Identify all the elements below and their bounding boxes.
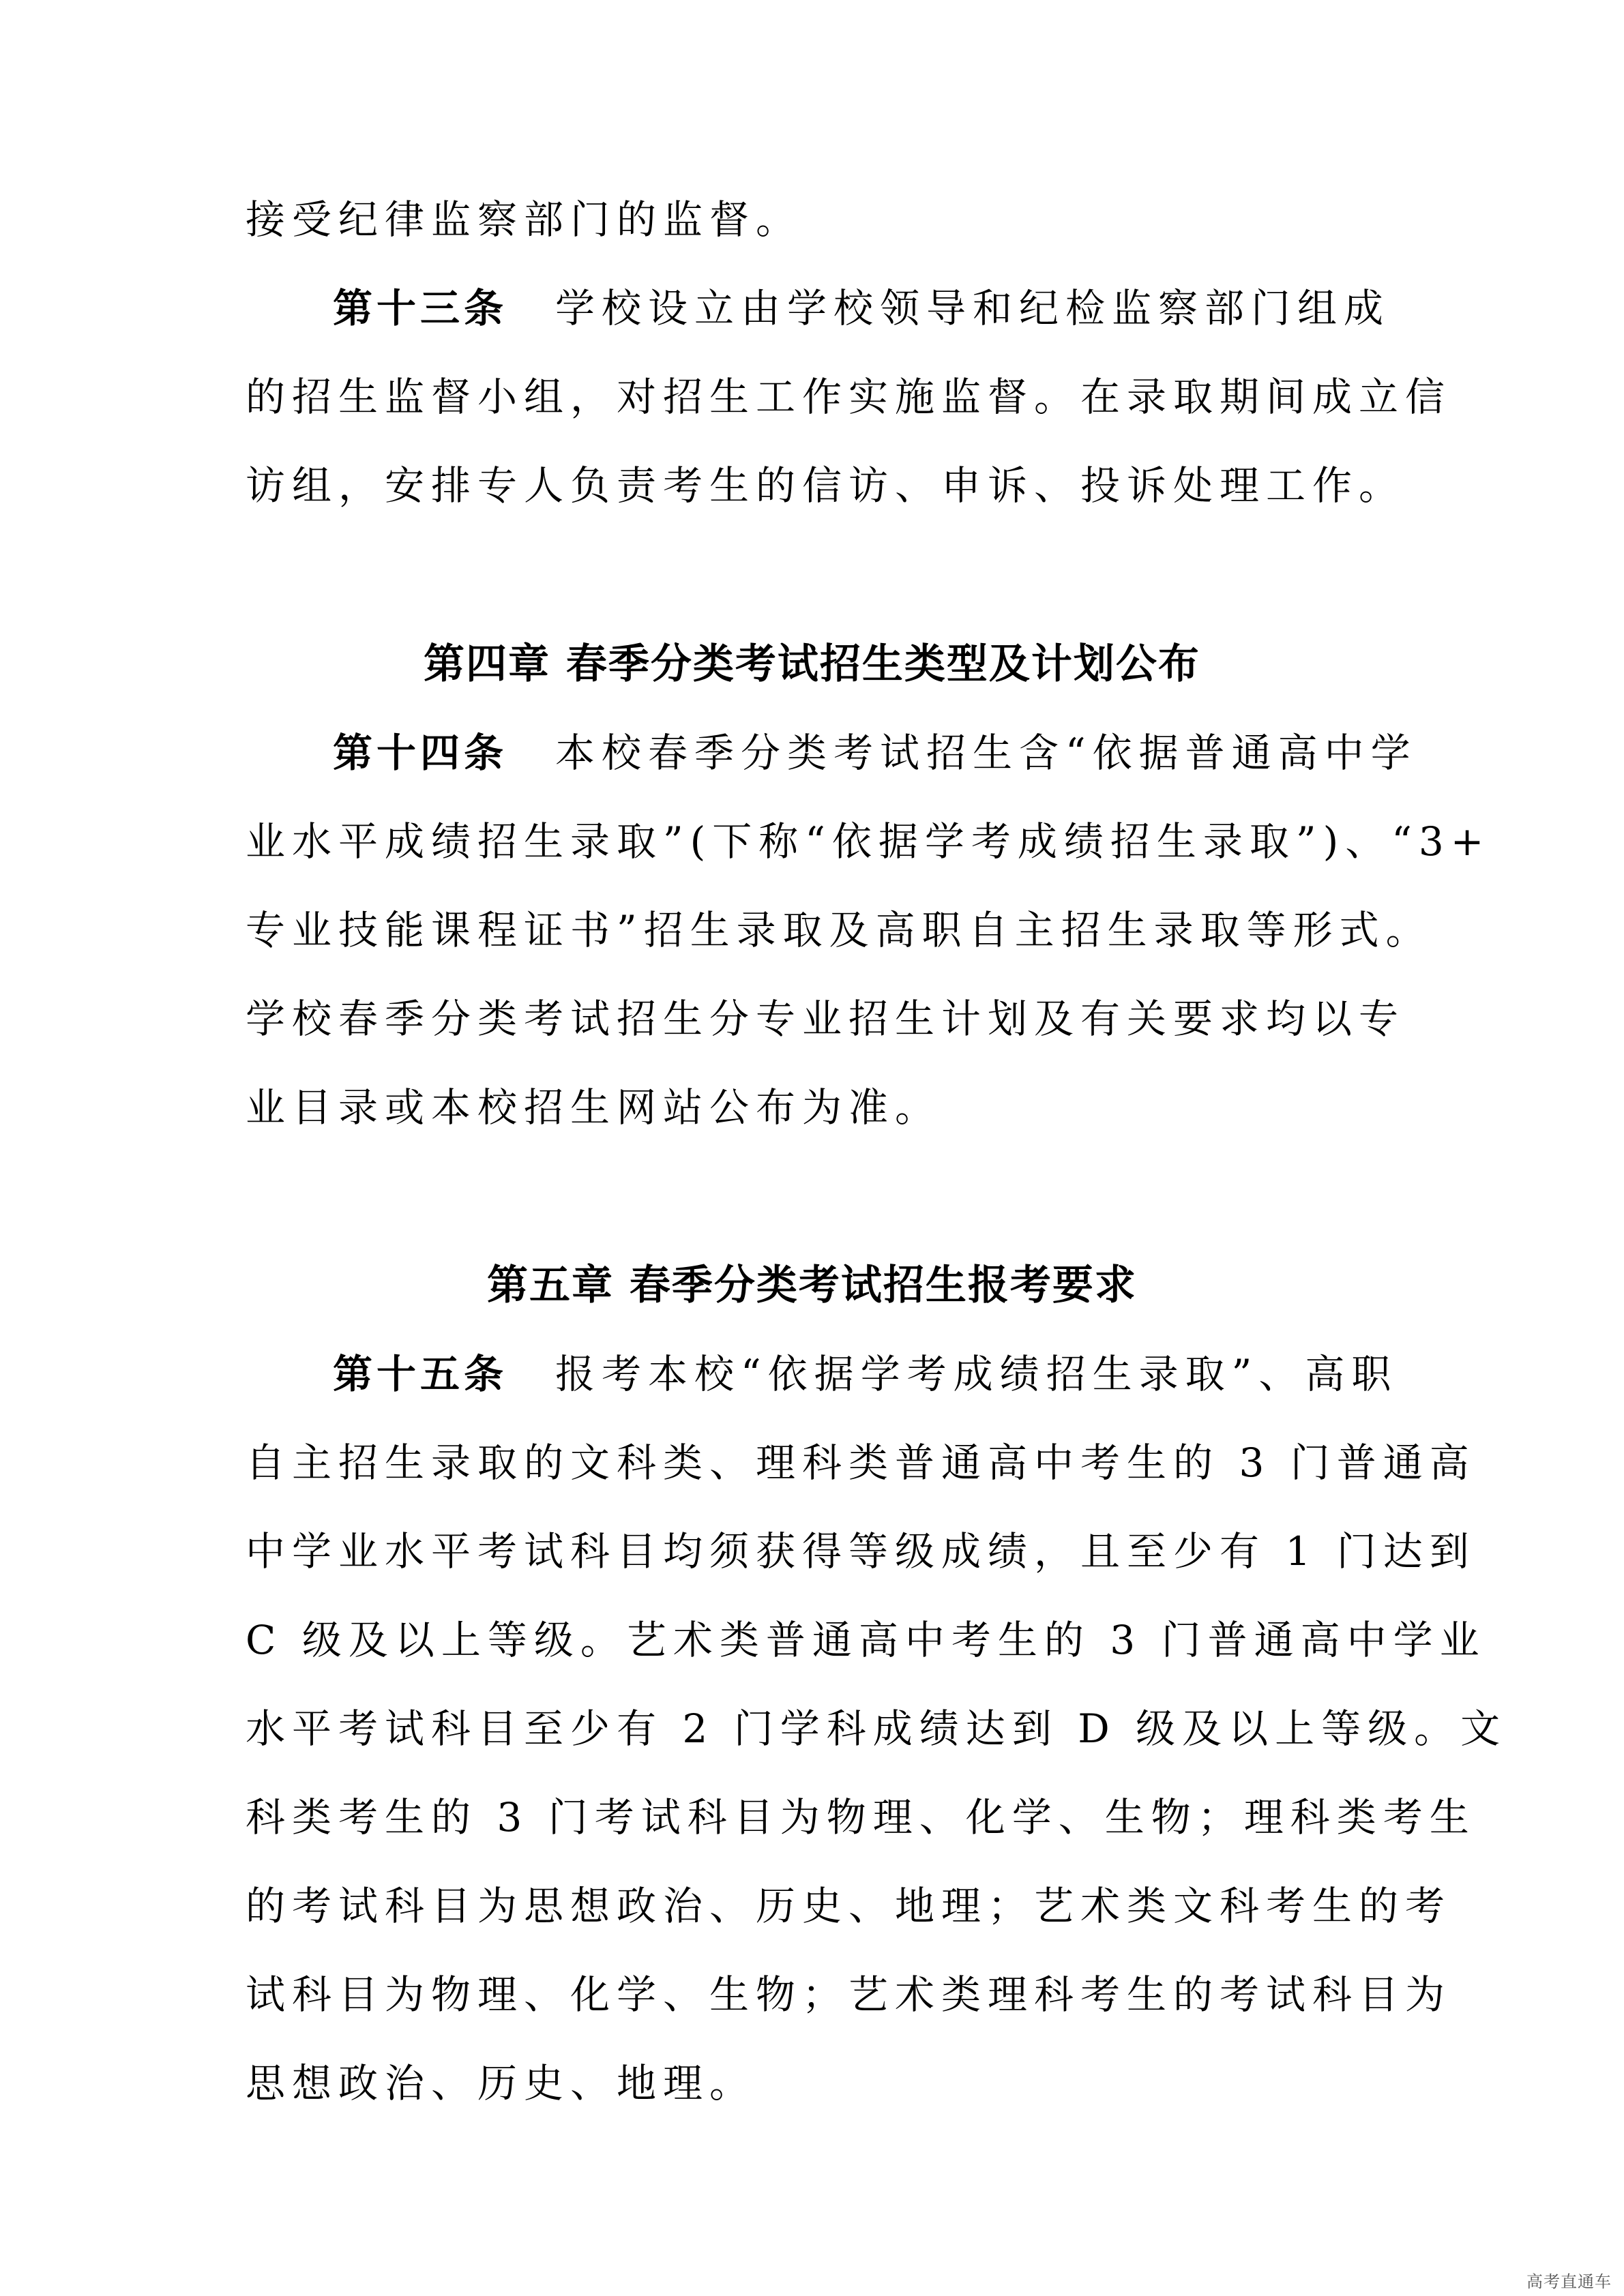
article-14-line-3: 专业技能课程证书”招生录取及高职自主招生录取等形式。 bbox=[246, 907, 1432, 953]
article-15-line-7: 的考试科目为思想政治、历史、地理；艺术类文科考生的考 bbox=[246, 1883, 1452, 1929]
article-13-label: 第十三条 bbox=[333, 285, 508, 331]
article-14-line-2: 业水平成绩招生录取”(下称“依据学考成绩招生录取”)、“3+ bbox=[246, 818, 1491, 865]
article-14-line-1: 第十四条 本校春季分类考试招生含“依据普通高中学 bbox=[333, 730, 1417, 776]
article-13-line-1: 第十三条 学校设立由学校领导和纪检监察部门组成 bbox=[333, 285, 1391, 331]
article-14-line-5: 业目录或本校招生网站公布为准。 bbox=[246, 1084, 942, 1131]
article-15-line-9: 思想政治、历史、地理。 bbox=[246, 2060, 756, 2106]
article-14-line-4: 学校春季分类考试招生分专业招生计划及有关要求均以专 bbox=[246, 996, 1406, 1042]
article-15-line-6: 科类考生的 3 门考试科目为物理、化学、生物；理科类考生 bbox=[246, 1794, 1476, 1840]
article-14-label: 第十四条 bbox=[333, 730, 508, 776]
article-15-line-5: 水平考试科目至少有 2 门学科成绩达到 D 级及以上等级。文 bbox=[246, 1705, 1507, 1752]
chapter-4-heading: 第四章 春季分类考试招生类型及计划公布 bbox=[424, 640, 1200, 688]
article-15-label: 第十五条 bbox=[333, 1351, 508, 1397]
chapter-5-heading: 第五章 春季分类考试招生报考要求 bbox=[487, 1262, 1137, 1309]
article-15-line-1: 第十五条 报考本校“依据学考成绩招生录取”、高职 bbox=[333, 1351, 1398, 1397]
article-15-line-3: 中学业水平考试科目均须获得等级成绩，且至少有 1 门达到 bbox=[246, 1528, 1476, 1575]
article-13-line-2: 的招生监督小组，对招生工作实施监督。在录取期间成立信 bbox=[246, 374, 1452, 420]
watermark: 高考直通车 bbox=[1526, 2272, 1612, 2291]
paragraph-continuation: 接受纪律监察部门的监督。 bbox=[246, 196, 803, 243]
article-15-line-8: 试科目为物理、化学、生物；艺术类理科考生的考试科目为 bbox=[246, 1971, 1452, 2018]
article-15-line-4: C 级及以上等级。艺术类普通高中考生的 3 门普通高中学业 bbox=[246, 1617, 1486, 1663]
article-15-line-2: 自主招生录取的文科类、理科类普通高中考生的 3 门普通高 bbox=[246, 1440, 1476, 1486]
article-13-line-3: 访组，安排专人负责考生的信访、申诉、投诉处理工作。 bbox=[246, 462, 1406, 509]
